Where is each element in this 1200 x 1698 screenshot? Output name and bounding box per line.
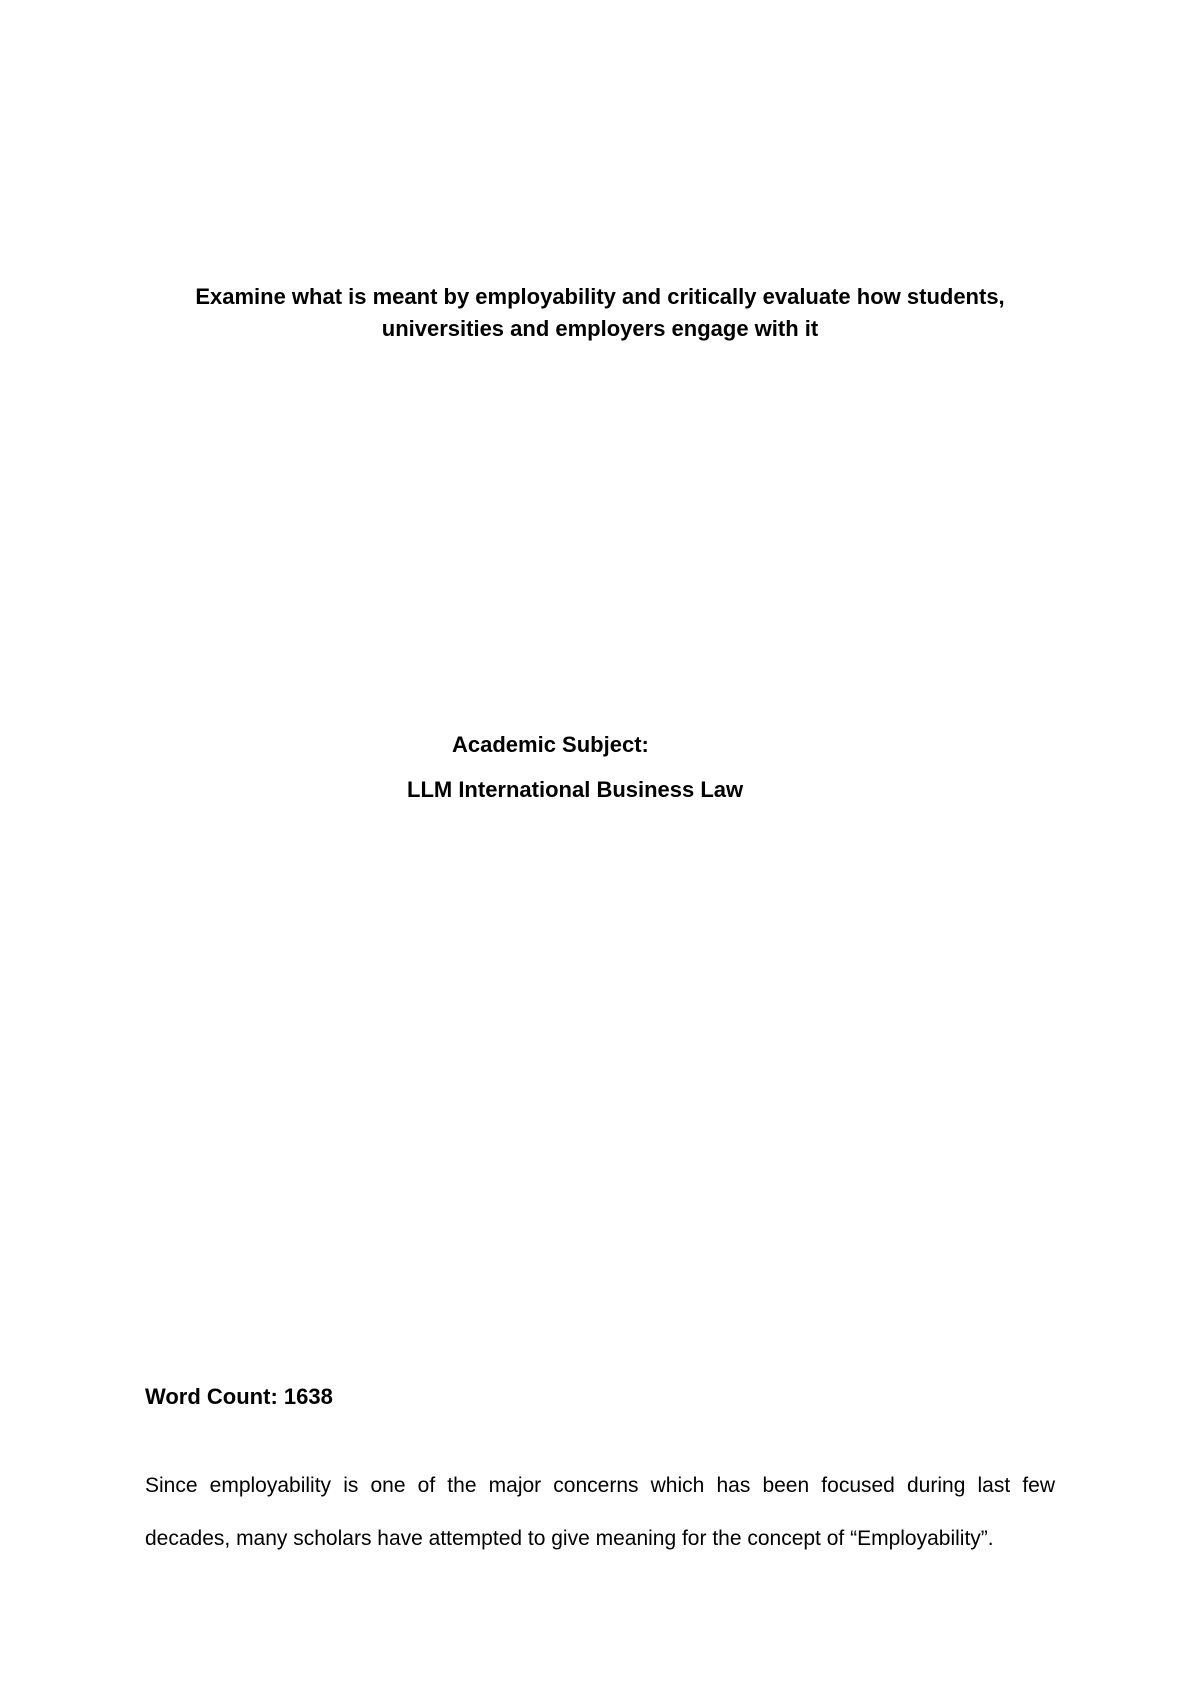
essay-title-line-1: Examine what is meant by employability and critically evaluate how students, [195, 284, 1005, 309]
academic-subject-value: LLM International Business Law [407, 777, 744, 802]
word-count: Word Count: 1638 [145, 1384, 333, 1409]
paragraph-line-2: decades, many scholars have attempted to give meaning for the concept of “Employability”. [145, 1527, 994, 1550]
paragraph-line-1: Since employability is one of the major concerns which has been focused during last few [145, 1474, 1055, 1497]
academic-subject-label: Academic Subject: [452, 732, 649, 757]
essay-title-line-2: universities and employers engage with it [381, 316, 819, 341]
